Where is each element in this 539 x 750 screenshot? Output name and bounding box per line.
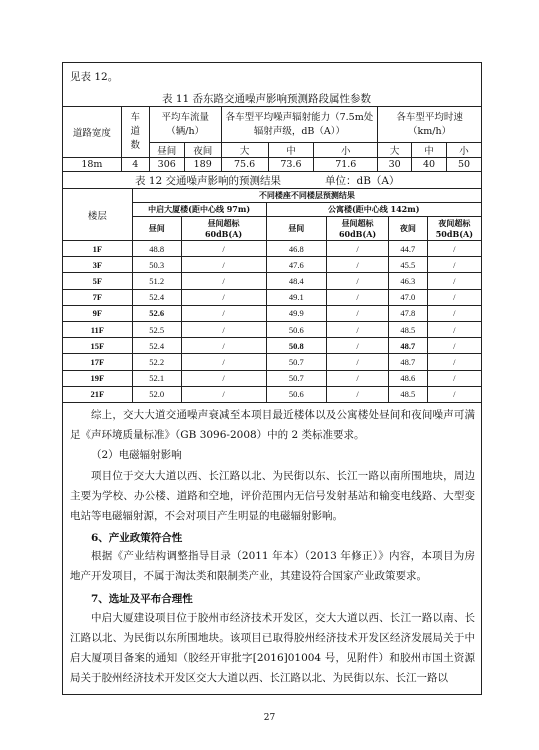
intro-text: 见表 12。 — [70, 71, 119, 83]
t12-row — [63, 241, 482, 257]
t12-cell: 48.7 — [389, 338, 428, 354]
page-number: 27 — [263, 713, 276, 723]
t12-header-group: 不同楼座不同楼层预测结果 — [132, 189, 481, 203]
t12-cell: / — [427, 273, 481, 289]
t11-sub: 小 — [446, 143, 481, 158]
t11-cell: 30 — [378, 158, 412, 172]
t12-cell: / — [427, 370, 481, 386]
t12-cell: / — [427, 241, 481, 257]
t12-cell: 44.7 — [389, 241, 428, 257]
t12-cell: 51.2 — [132, 273, 181, 289]
t12-header-b: 公寓楼(距中心线 142m) — [266, 203, 482, 217]
table-12 — [62, 188, 482, 403]
t12-row — [63, 338, 482, 354]
t12-cell: 48.4 — [266, 273, 327, 289]
t12-cell: / — [181, 321, 266, 337]
t12-cell: / — [181, 273, 266, 289]
t12-cell: 52.2 — [132, 354, 181, 370]
t12-floor-label: 17F — [63, 354, 133, 370]
t12-cell: 46.3 — [389, 273, 428, 289]
paragraph-policy: 根据《产业结构调整指导目录（2011 年本）（2013 年修正）》内容，本项目为房地产开发项目，不属于淘汰类和限制类产业，其建设符合国家产业政策要求。 — [70, 550, 475, 582]
t12-cell: / — [427, 321, 481, 337]
section-6-title: 6、产业政策符合性 — [91, 532, 183, 544]
t12-cell: / — [427, 386, 481, 402]
t12-cell: / — [327, 321, 389, 337]
t11-header-speed: 各车型平均时速（km/h） — [378, 107, 482, 143]
t12-cell: / — [427, 354, 481, 370]
t12-floor-label: 15F — [63, 338, 133, 354]
t12-cell: 52.0 — [132, 386, 181, 402]
t12-cell: 50.6 — [266, 321, 327, 337]
t11-sub: 大 — [221, 143, 268, 158]
t12-cell: 50.6 — [266, 386, 327, 402]
t12-cell: / — [427, 257, 481, 273]
t12-floor-label: 5F — [63, 273, 133, 289]
t11-sub: 昼间 — [149, 143, 184, 158]
t12-cell: 47.0 — [389, 289, 428, 305]
t11-cell: 75.6 — [221, 158, 268, 172]
t12-cell: 48.5 — [389, 321, 428, 337]
t11-cell: 306 — [149, 158, 184, 172]
paragraph-conclusion: 综上，交大大道交通噪声衰减至本项目最近楼体以及公寓楼处昼间和夜间噪声可满足《声环境质量标准》（GB 3096-2008）中的 2 类标准要求。 — [70, 409, 475, 441]
t12-row — [63, 354, 482, 370]
t12-floor-label: 1F — [63, 241, 133, 257]
t12-cell: 48.5 — [389, 386, 428, 402]
t12-cell: 50.8 — [266, 338, 327, 354]
table12-unit: 单位：dB（A） — [325, 175, 400, 187]
t12-row — [63, 289, 482, 305]
t12-cell: 45.5 — [389, 257, 428, 273]
t11-header-flow: 平均车流量（辆/h） — [149, 107, 221, 143]
t11-sub: 中 — [412, 143, 447, 158]
t11-cell: 73.6 — [268, 158, 314, 172]
t12-sub: 夜间 — [389, 217, 428, 241]
t12-sub: 昼间超标60dB(A) — [181, 217, 266, 241]
t12-row — [63, 273, 482, 289]
t12-row — [63, 257, 482, 273]
t12-cell: 47.8 — [389, 305, 428, 321]
t12-cell: / — [427, 289, 481, 305]
t11-cell: 189 — [184, 158, 221, 172]
t12-cell: / — [327, 241, 389, 257]
t12-floor-label: 19F — [63, 370, 133, 386]
t12-sub: 夜间超标50dB(A) — [427, 217, 481, 241]
t11-cell: 50 — [446, 158, 481, 172]
t12-cell: 46.8 — [266, 241, 327, 257]
paragraph-site: 中启大厦建设项目位于胶州市经济技术开发区，交大大道以西、长江一路以南、长江路以北、为民街以东所围地块。该项目已取得胶州经济技术开发区经济发展局关于中启大厦项目备案的通知（胶经开审批字[2016]01004 号，见附件）和胶州市国土资源局关于胶州经济技术开发区交大大道以西、长江路以北、为民街以东、长江一路以 — [70, 612, 475, 684]
t12-cell: 52.5 — [132, 321, 181, 337]
t12-row — [63, 386, 482, 402]
t12-header-floor: 楼层 — [63, 189, 133, 241]
section-7-title: 7、选址及平布合理性 — [91, 593, 193, 605]
t12-cell: / — [327, 257, 389, 273]
heading-electromagnetic: （2）电磁辐射影响 — [91, 449, 182, 461]
t12-row — [63, 321, 482, 337]
t12-cell: 48.7 — [389, 354, 428, 370]
t12-cell: / — [181, 305, 266, 321]
t12-body — [63, 241, 482, 403]
t11-cell: 40 — [412, 158, 447, 172]
t12-cell: 50.7 — [266, 354, 327, 370]
t12-row — [63, 370, 482, 386]
t11-header-lanes: 车道数 — [121, 107, 149, 158]
t12-cell: 52.4 — [132, 338, 181, 354]
t12-cell: / — [327, 370, 389, 386]
t11-sub: 大 — [378, 143, 412, 158]
t12-cell: 49.1 — [266, 289, 327, 305]
paragraph-electromagnetic: 项目位于交大大道以西、长江路以北、为民街以东、长江一路以南所围地块，周边主要为学校、办公楼、道路和空地，评价范围内无信号发射基站和输变电线路、大型变电站等电磁辐射源，不会对项目产生明显的电磁辐射影响。 — [70, 470, 475, 522]
t12-cell: / — [327, 354, 389, 370]
t12-floor-label: 11F — [63, 321, 133, 337]
t12-cell: 47.6 — [266, 257, 327, 273]
t12-cell: / — [181, 338, 266, 354]
t12-cell: / — [327, 273, 389, 289]
t12-cell: / — [327, 305, 389, 321]
t12-cell: / — [181, 354, 266, 370]
t12-cell: 52.1 — [132, 370, 181, 386]
t12-cell: / — [427, 305, 481, 321]
t12-row — [63, 305, 482, 321]
t12-cell: / — [327, 338, 389, 354]
t11-header-noise: 各车型平均噪声辐射能力（7.5m处辐射声级，dB（A）） — [221, 107, 377, 143]
t12-floor-label: 3F — [63, 257, 133, 273]
t12-cell: / — [327, 289, 389, 305]
t11-cell: 18m — [63, 158, 122, 172]
t12-cell: 50.7 — [266, 370, 327, 386]
t12-cell: / — [181, 289, 266, 305]
t12-floor-label: 21F — [63, 386, 133, 402]
t12-sub: 昼间 — [266, 217, 327, 241]
t12-cell: 50.3 — [132, 257, 181, 273]
t12-cell: / — [181, 257, 266, 273]
t12-cell: 52.6 — [132, 305, 181, 321]
t11-sub: 中 — [268, 143, 314, 158]
t11-sub: 夜间 — [184, 143, 221, 158]
t12-floor-label: 9F — [63, 305, 133, 321]
t12-cell: 48.6 — [389, 370, 428, 386]
t12-cell: / — [181, 241, 266, 257]
t11-cell: 71.6 — [314, 158, 378, 172]
t12-cell: / — [427, 338, 481, 354]
table12-caption: 表 12 交通噪声影响的预测结果 — [135, 175, 282, 187]
table-11 — [62, 106, 482, 172]
t12-cell: / — [181, 386, 266, 402]
t12-cell: / — [327, 386, 389, 402]
t12-sub: 昼间 — [132, 217, 181, 241]
t12-cell: / — [181, 370, 266, 386]
t12-header-a: 中启大厦楼(距中心线 97m) — [132, 203, 266, 217]
t12-cell: 48.8 — [132, 241, 181, 257]
t12-floor-label: 7F — [63, 289, 133, 305]
t12-cell: 49.9 — [266, 305, 327, 321]
table11-caption: 表 11 岙东路交通噪声影响预测路段属性参数 — [162, 93, 372, 105]
t11-sub: 小 — [314, 143, 378, 158]
t12-sub: 昼间超标60dB(A) — [327, 217, 389, 241]
t11-header-width: 道路宽度 — [63, 107, 122, 158]
t12-cell: 52.4 — [132, 289, 181, 305]
t11-cell: 4 — [121, 158, 149, 172]
